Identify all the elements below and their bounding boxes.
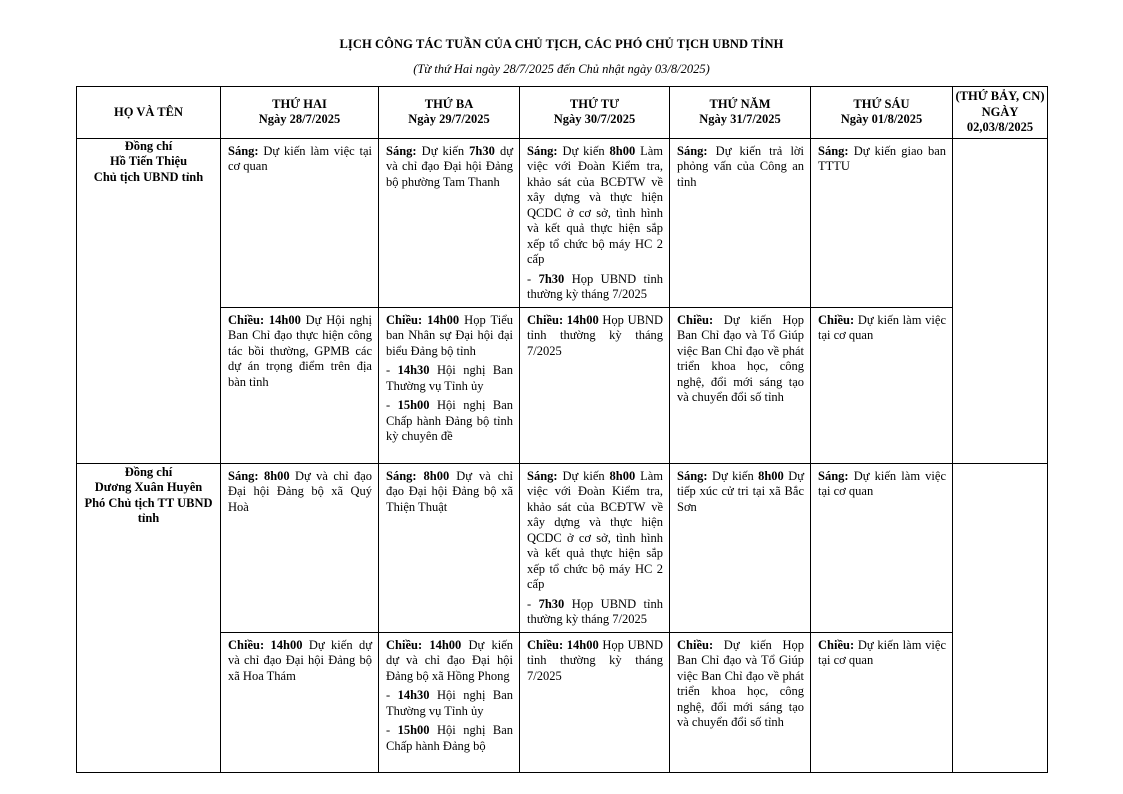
entry-detail: Họp UBND tỉnh thường kỳ tháng 7/2025 (527, 596, 663, 626)
entry-text: Dự kiến Họp Ban Chỉ đạo và Tổ Giúp việc Ban Chỉ đạo về phát triển khoa học, công nghệ, đổi mới sáng tạo và chuyển đổi số tỉnh (677, 637, 804, 729)
entry-text: - (386, 688, 398, 702)
entry-detail: Hội nghị Ban Chấp hành Đảng bộ (386, 723, 513, 753)
person-name: Hồ Tiến Thiệu (109, 154, 188, 168)
session-label: Chiều: (228, 637, 265, 652)
entry-time: 14h00 (429, 637, 462, 652)
header-thursday (670, 87, 811, 139)
schedule-entry (386, 313, 513, 360)
entry-text: Dự kiến (707, 468, 759, 483)
person-title: Đồng chí (124, 138, 173, 153)
session-label: Chiều: (818, 637, 855, 652)
person-1-morning-row (77, 138, 1048, 307)
session-label: Sáng: (228, 143, 259, 158)
schedule-entry (228, 638, 372, 685)
entry-detail: Dự kiến dự và chỉ đạo Đại hội Đảng bộ xã Hồng Phong (386, 637, 514, 683)
schedule-entry (228, 144, 372, 175)
schedule-cell (670, 632, 811, 772)
schedule-entry (386, 144, 513, 191)
schedule-entry (527, 144, 663, 268)
entry-detail: Dự và chỉ đạo Đại hội Đảng bộ xã Quý Hoà (228, 468, 372, 514)
header-wednesday (520, 87, 670, 139)
schedule-entry (386, 723, 513, 754)
entry-detail: Dự kiến dự và chỉ đạo Đại hội Đảng bộ xã Hoa Thám (228, 637, 372, 683)
session-label: Sáng: (228, 468, 259, 483)
person-1-name-cell (77, 138, 221, 463)
entry-text: Dự kiến làm việc tại cơ quan (818, 637, 946, 667)
entry-text: Dự kiến (557, 143, 610, 158)
schedule-cell (221, 632, 379, 772)
entry-time: 14h30 (397, 363, 430, 377)
entry-text: Dự kiến làm việc tại cơ quan (818, 468, 946, 498)
entry-time: 7h30 (538, 271, 565, 286)
schedule-cell (379, 463, 520, 632)
entry-detail: Họp UBND tỉnh thường kỳ tháng 7/2025 (527, 271, 663, 301)
entry-detail: Dự Hội nghị Ban Chỉ đạo thực hiện công tác bồi thường, GPMB các dự án trọng điểm trên địa bàn tỉnh (228, 312, 373, 389)
schedule-cell (811, 307, 953, 463)
entry-detail: Hội nghị Ban Thường vụ Tỉnh ủy (386, 688, 513, 718)
session-label: Chiều: (818, 312, 855, 327)
header-date-label: Ngày 28/7/2025 (258, 112, 341, 127)
schedule-cell (670, 138, 811, 307)
weekend-cell (953, 138, 1048, 463)
schedule-entry (386, 469, 513, 516)
schedule-entry (677, 313, 804, 406)
entry-time: 8h00 (609, 468, 636, 483)
schedule-entry (818, 638, 946, 669)
schedule-entry (818, 144, 946, 175)
schedule-cell (379, 307, 520, 463)
schedule-entry (677, 469, 804, 516)
header-day-label: THỨ SÁU (853, 96, 910, 111)
schedule-entry (818, 469, 946, 500)
header-weekend: (THỨ BẢY, CN) NGÀY 02,03/8/2025 (953, 87, 1048, 139)
schedule-entry (527, 469, 663, 593)
entry-text: - (386, 363, 398, 377)
entry-detail: Làm việc với Đoàn Kiểm tra, khảo sát của BCĐTW về xây dựng và thực hiện QCDC ở cơ sở, tình hình và kết quả thực hiện sắp xếp tổ chức bộ máy HC 2 cấp (527, 143, 663, 266)
session-label: Sáng: (818, 143, 849, 158)
entry-time: 14h00 (268, 312, 301, 327)
schedule-cell (379, 138, 520, 307)
session-label: Chiều: (527, 312, 564, 327)
schedule-cell (379, 632, 520, 772)
schedule-cell (520, 138, 670, 307)
header-day-label: THỨ BA (424, 96, 474, 111)
entry-time: 8h00 (263, 468, 290, 483)
session-label: Sáng: (386, 143, 417, 158)
schedule-cell (670, 307, 811, 463)
entry-detail: Họp UBND tỉnh thường kỳ tháng 7/2025 (527, 637, 663, 683)
entry-detail: Hội nghị Ban Thường vụ Tỉnh ủy (386, 363, 513, 393)
header-date-label: Ngày 01/8/2025 (840, 112, 923, 127)
entry-detail: Hội nghị Ban Chấp hành Đảng bộ tỉnh kỳ chuyên đề (386, 398, 513, 443)
entry-time: 7h30 (469, 143, 495, 158)
entry-detail: Dự và chỉ đạo Đại hội Đảng bộ xã Thiện Thuật (386, 468, 514, 514)
entry-text: - (527, 271, 539, 286)
header-date-label: Ngày 29/7/2025 (408, 112, 490, 127)
entry-detail: dự và chỉ đạo Đại hội Đảng bộ phường Tam Thanh (386, 143, 513, 189)
entry-detail: Dự tiếp xúc cử tri tại xã Bắc Sơn (677, 468, 804, 514)
person-2-morning-row (77, 463, 1048, 632)
entry-text: - (527, 596, 539, 611)
header-day-label: THỨ TƯ (569, 96, 620, 111)
schedule-table (76, 86, 1048, 773)
person-title: Đồng chí (124, 464, 173, 479)
schedule-entry (386, 363, 513, 394)
session-label: Sáng: (527, 143, 558, 158)
header-date-label: Ngày 31/7/2025 (699, 112, 781, 127)
entry-text: Dự kiến Họp Ban Chỉ đạo và Tổ Giúp việc Ban Chỉ đạo về phát triển khoa học, công nghệ, đổi mới sáng tạo và chuyển đổi số tỉnh (677, 312, 804, 404)
entry-text: Dự kiến trả lời phỏng vấn của Công an tỉnh (677, 143, 804, 189)
entry-time: 8h00 (423, 468, 450, 483)
schedule-entry (818, 313, 946, 344)
session-label: Sáng: (677, 143, 708, 158)
schedule-cell (221, 463, 379, 632)
entry-text: Dự kiến (416, 143, 470, 158)
entry-text: Dự kiến giao ban TTTU (818, 143, 946, 173)
schedule-entry (386, 688, 513, 719)
person-name: Dương Xuân Huyên (94, 480, 203, 494)
header-name: HỌ VÀ TÊN (77, 87, 221, 139)
schedule-cell (670, 463, 811, 632)
entry-detail: Làm việc với Đoàn Kiểm tra, khảo sát của BCĐTW về xây dựng và thực hiện QCDC ở cơ sở, tình hình và kết quả thực hiện sắp xếp tổ chức bộ máy HC 2 cấp (527, 468, 663, 591)
entry-time: 8h00 (758, 468, 784, 483)
session-label: Sáng: (386, 468, 417, 483)
entry-text: Dự kiến (557, 468, 610, 483)
entry-detail: Họp UBND tỉnh thường kỳ tháng 7/2025 (527, 312, 663, 358)
entry-text (417, 469, 424, 483)
weekend-cell (953, 463, 1048, 772)
entry-time: 15h00 (397, 398, 430, 412)
schedule-cell (221, 307, 379, 463)
session-label: Chiều: (228, 312, 265, 327)
schedule-cell (520, 632, 670, 772)
schedule-entry (527, 272, 663, 303)
header-day-label: THỨ HAI (272, 96, 327, 111)
schedule-entry (386, 398, 513, 445)
session-label: Sáng: (527, 468, 558, 483)
entry-time: 15h00 (397, 723, 430, 737)
schedule-entry (527, 597, 663, 628)
session-label: Chiều: (386, 637, 423, 652)
person-1-afternoon-row (77, 307, 1048, 463)
schedule-entry (527, 638, 663, 685)
entry-detail: Họp Tiểu ban Nhân sự Đại hội đại biểu Đảng bộ tỉnh (386, 312, 513, 358)
entry-time: 14h00 (566, 637, 599, 652)
schedule-cell (520, 463, 670, 632)
schedule-cell (811, 138, 953, 307)
schedule-entry (386, 638, 513, 685)
session-label: Chiều: (677, 637, 714, 652)
session-label: Chiều: (677, 312, 714, 327)
schedule-cell (811, 463, 953, 632)
entry-time: 8h00 (609, 143, 636, 158)
entry-text: - (386, 398, 398, 412)
session-label: Chiều: (527, 637, 564, 652)
entry-text: Dự kiến làm việc tại cơ quan (818, 312, 946, 342)
session-label: Sáng: (818, 468, 849, 483)
header-friday (811, 87, 953, 139)
entry-time: 14h00 (566, 312, 599, 327)
header-row (77, 87, 1048, 139)
entry-time: 14h00 (270, 637, 303, 652)
header-date-label: Ngày 30/7/2025 (553, 112, 636, 127)
schedule-cell (811, 632, 953, 772)
schedule-entry (228, 313, 372, 391)
entry-time: 7h30 (538, 596, 565, 611)
header-day-label: THỨ NĂM (709, 96, 771, 111)
person-role: Phó Chủ tịch TT UBND tỉnh (84, 495, 213, 525)
header-monday (221, 87, 379, 139)
entry-text: - (386, 723, 398, 737)
entry-text: Dự kiến làm việc tại cơ quan (228, 143, 372, 173)
header-tuesday (379, 87, 520, 139)
schedule-entry (228, 469, 372, 516)
schedule-entry (527, 313, 663, 360)
schedule-cell (221, 138, 379, 307)
entry-time: 14h30 (397, 688, 430, 702)
document-subtitle: (Từ thứ Hai ngày 28/7/2025 đến Chủ nhật ngày 03/8/2025) (413, 62, 710, 76)
schedule-entry (677, 144, 804, 191)
schedule-entry (677, 638, 804, 731)
entry-time: 14h00 (427, 312, 460, 327)
person-2-afternoon-row (77, 632, 1048, 772)
session-label: Sáng: (677, 468, 708, 483)
person-2-name-cell (77, 463, 221, 772)
document-title: LỊCH CÔNG TÁC TUẦN CỦA CHỦ TỊCH, CÁC PHÓ CHỦ TỊCH UBND TỈNH (339, 37, 784, 51)
person-role: Chủ tịch UBND tỉnh (93, 169, 204, 184)
schedule-cell (520, 307, 670, 463)
session-label: Chiều: (386, 312, 423, 327)
